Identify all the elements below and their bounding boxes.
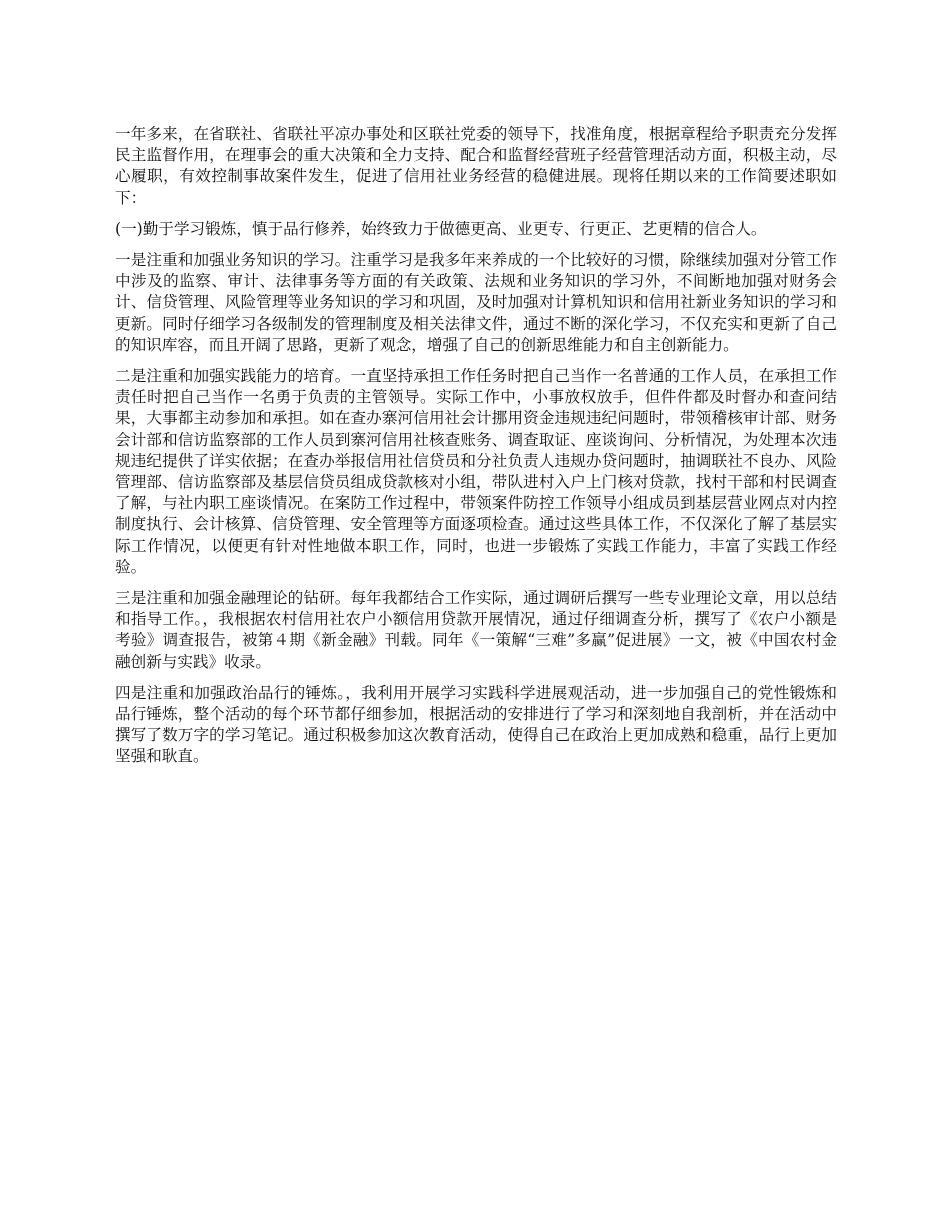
business-knowledge-paragraph: 一是注重和加强业务知识的学习。注重学习是我多年来养成的一个比较好的习惯，除继续加强对分管工作中涉及的监察、审计、法律事务等方面的有关政策、法规和业务知识的学习外，不间断地加强对财务会计、信贷管理、风险管理等业务知识的学习和巩固，及时加强对计算机知识和信用社新业务知识的学习和更新。同时仔细学习各级制发的管理制度及相关法律文件，通过不断的深化学习，不仅充实和更新了自己的知识库容，而且开阔了思路，更新了观念，增强了自己的创新思维能力和自主创新能力。 [115,251,837,354]
practice-ability-paragraph: 二是注重和加强实践能力的培育。一直坚持承担工作任务时把自己当作一名普通的工作人员，在承担工作责任时把自己当作一名勇于负责的主管领导。实际工作中，小事放权放手，但件件都及时督办和查问结果，大事都主动参加和承担。如在查办寨河信用社会计挪用资金违规违纪问题时，带领稽核审计部、财务会计部和信访监察部的工作人员到寨河信用社核查账务、调查取证、座谈询问、分析情况，为处理本次违规违纪提供了详实依据；在查办举报信用社信贷员和分社负责人违规办贷问题时，抽调联社不良办、风险管理部、信访监察部及基层信贷员组成贷款核对小组，带队进村入户上门核对贷款，找村干部和村民调查了解，与社内职工座谈情况。在案防工作过程中，带领案件防控工作领导小组成员到基层营业网点对内控制度执行、会计核算、信贷管理、安全管理等方面逐项检查。通过这些具体工作，不仅深化了解了基层实际工作情况，以便更有针对性地做本职工作，同时，也进一步锻炼了实践工作能力，丰富了实践工作经验。 [115,367,837,576]
document-body [115,124,837,778]
political-character-paragraph: 四是注重和加强政治品行的锤炼。，我利用开展学习实践科学进展观活动，进一步加强自己的党性锻炼和品行锤炼，整个活动的每个环节都仔细参加，根据活动的安排进行了学习和深刻地自我剖析，并在活动中撰写了数万字的学习笔记。通过积极参加这次教育活动，使得自己在政治上更加成熟和稳重，品行上更加坚强和耿直。 [115,683,837,766]
intro-paragraph: 一年多来，在省联社、省联社平凉办事处和区联社党委的领导下，找准角度，根据章程给予职责充分发挥民主监督作用，在理事会的重大决策和全力支持、配合和监督经营班子经营管理活动方面，积极主动，尽心履职，有效控制事故案件发生，促进了信用社业务经营的稳健进展。现将任期以来的工作简要述职如下： [115,125,837,207]
section-heading-paragraph: (一)勤于学习锻炼，慎于品行修养，始终致力于做德更高、业更专、行更正、艺更精的信合人。 [115,219,767,238]
financial-theory-paragraph: 三是注重和加强金融理论的钻研。每年我都结合工作实际，通过调研后撰写一些专业理论文章，用以总结和指导工作。，我根据农村信用社农户小额信用贷款开展情况，通过仔细调查分析，撰写了《农户小额是考验》调查报告，被第４期《新金融》刊载。同年《一策解“三难”多赢”促进展》一文，被《中国农村金融创新与实践》收录。 [115,589,837,671]
